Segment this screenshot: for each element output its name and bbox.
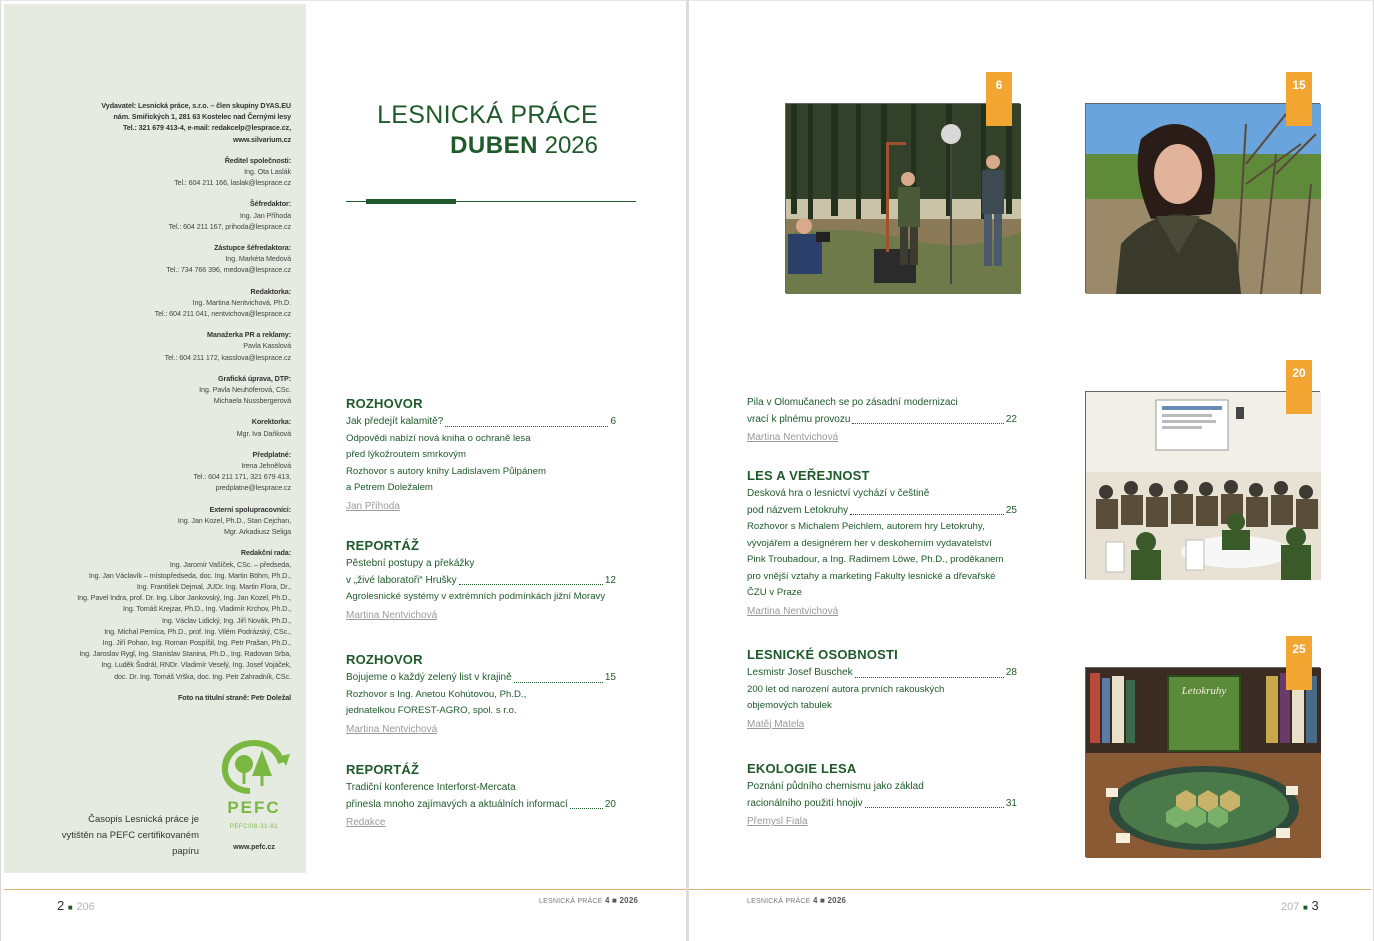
pefc-logo bbox=[214, 736, 294, 856]
bullet-icon: ■ bbox=[820, 896, 826, 905]
credit-line: Tel.: 604 211 171, 321 679 413, bbox=[193, 472, 291, 482]
entry-author[interactable]: Přemysl Fiala bbox=[747, 816, 808, 827]
credit-block bbox=[21, 373, 291, 407]
issue-year: 2026 bbox=[619, 896, 639, 905]
toc-entry[interactable] bbox=[346, 670, 616, 687]
issue-label bbox=[346, 132, 598, 160]
credits-block bbox=[21, 100, 291, 703]
toc-entry[interactable] bbox=[346, 780, 616, 813]
entry-page-number: 25 bbox=[1005, 504, 1017, 516]
entry-description: Pink Troubadour, a Ing. Radimem Löwe, Ph.D., proděkanem bbox=[747, 554, 1004, 565]
credit-line: Ing. Václav Lidický, Ing. Jiří Novák, Ph.D., bbox=[161, 615, 291, 625]
issue-year: 2026 bbox=[827, 896, 847, 905]
entry-author[interactable]: Martina Nentvichová bbox=[747, 605, 839, 617]
entry-title-line bbox=[346, 797, 616, 814]
credit-line: Mgr. Arkadiusz Seliga bbox=[223, 527, 291, 537]
toc-section bbox=[747, 647, 1017, 733]
credit-line: Ing. Jiří Pohan, Ing. Roman Pospíšil, Ing. Petr Prašan, Ph.D., bbox=[102, 637, 291, 647]
editorial-sidebar bbox=[4, 4, 306, 873]
page-number-alt: 206 bbox=[76, 901, 95, 913]
dot-leader bbox=[852, 423, 1003, 424]
issue-number: 4 bbox=[604, 896, 610, 905]
credit-line: doc. Dr. Ing. Tomáš Vrška, doc. Ing. Petr Zahradník, CSc. bbox=[114, 671, 291, 681]
credit-line: Irena Jehnělová bbox=[241, 461, 291, 471]
right-page bbox=[689, 0, 1374, 941]
entry-description: jednatelkou FOREST-AGRO, spol. s r.o. bbox=[346, 705, 517, 716]
credit-line: Tel.: 604 211 167, prihoda@lesprace.cz bbox=[168, 221, 291, 231]
credit-role: Redakční rada: bbox=[240, 548, 291, 558]
entry-author[interactable]: Martina Nentvichová bbox=[346, 609, 438, 621]
credit-line: Tel.: 604 211 172, kasslova@lesprace.cz bbox=[164, 352, 291, 362]
photo-portrait bbox=[1085, 78, 1320, 293]
credit-line: www.silvarium.cz bbox=[232, 134, 291, 144]
footer-rule bbox=[4, 889, 687, 890]
entry-page-number: 12 bbox=[604, 574, 616, 586]
toc-section bbox=[346, 538, 616, 624]
section-heading: LESNICKÉ OSOBNOSTI bbox=[747, 647, 898, 662]
toc-entry[interactable] bbox=[747, 395, 1017, 428]
entry-title-line bbox=[747, 412, 1017, 429]
credit-block bbox=[21, 286, 291, 320]
credit-block bbox=[21, 504, 291, 538]
credit-role: Ředitel společnosti: bbox=[224, 155, 291, 165]
toc-entry[interactable] bbox=[346, 556, 616, 589]
entry-title-line bbox=[747, 665, 1017, 682]
entry-author[interactable]: Martina Nentvichová bbox=[346, 723, 438, 735]
entry-title-line bbox=[346, 573, 616, 590]
credit-line: Vydavatel: Lesnická práce, s.r.o. – člen skupiny DYAS.EU bbox=[101, 101, 291, 110]
bullet-icon: ■ bbox=[612, 896, 618, 905]
entry-description: Rozhovor s autory knihy Ladislavem Půlpánem bbox=[346, 465, 546, 477]
section-heading: ROZHOVOR bbox=[346, 652, 423, 667]
toc-entry[interactable] bbox=[747, 486, 1017, 519]
magazine-title: LESNICKÁ PRÁCE bbox=[377, 101, 598, 129]
game-box-title: Letokruhy bbox=[1181, 685, 1227, 697]
pefc-trees-icon bbox=[214, 736, 294, 798]
credit-line: nám. Smiřických 1, 281 63 Kostelec nad Černými lesy bbox=[113, 112, 291, 122]
toc-section bbox=[747, 468, 1017, 620]
entry-description: ČZU v Praze bbox=[747, 587, 802, 598]
entry-author[interactable]: Jan Příhoda bbox=[346, 500, 400, 512]
credit-line: Mgr. Iva Daňková bbox=[236, 428, 291, 438]
page-badge: 20 bbox=[1286, 360, 1312, 414]
dot-leader bbox=[865, 807, 1004, 808]
page-number-right bbox=[1281, 898, 1319, 913]
credit-role: Zástupce šéfredaktora: bbox=[214, 243, 291, 253]
footer-rule bbox=[689, 889, 1371, 890]
entry-author[interactable]: Martina Nentvichová bbox=[747, 432, 839, 443]
running-title: LESNICKÁ PRÁCE bbox=[747, 898, 811, 905]
credit-line: Ing. Martina Nentvichová, Ph.D. bbox=[192, 297, 291, 307]
entry-page-number: 22 bbox=[1005, 413, 1017, 425]
toc-entry[interactable] bbox=[346, 414, 616, 431]
section-heading: REPORTÁŽ bbox=[346, 762, 420, 777]
section-heading: EKOLOGIE LESA bbox=[747, 761, 857, 776]
masthead-rule-accent bbox=[366, 199, 456, 204]
credit-block bbox=[21, 547, 291, 681]
credit-line: Ing. Jaroslav Rygl, Ing. Stanislav Stanina, Ph.D., Ing. Radovan Srba, bbox=[79, 649, 291, 659]
entry-page-number: 20 bbox=[604, 798, 616, 810]
entry-title: pod názvem Letokruhy bbox=[747, 504, 849, 516]
dot-leader bbox=[570, 808, 603, 809]
page-badge: 15 bbox=[1286, 72, 1312, 126]
masthead bbox=[346, 101, 598, 160]
toc-entry[interactable] bbox=[747, 665, 1017, 682]
entry-page-number: 28 bbox=[1005, 667, 1017, 678]
toc-section bbox=[747, 761, 1017, 830]
section-heading: ROZHOVOR bbox=[346, 396, 423, 411]
dot-leader bbox=[850, 514, 1004, 515]
issue-year: 2026 bbox=[544, 132, 598, 159]
publisher-info bbox=[21, 100, 291, 145]
entry-title: racionálního použití hnojiv bbox=[747, 797, 863, 809]
pefc-note-line: Časopis Lesnická práce je bbox=[88, 814, 199, 825]
entry-title-line bbox=[747, 796, 1017, 813]
credit-list bbox=[21, 155, 291, 682]
credit-line: Ing. František Dejmal, JUDr. Ing. Martin Flora, Dr., bbox=[136, 581, 291, 591]
credit-line: Ing. Ota Laslák bbox=[244, 167, 291, 177]
credit-line: Ing. Tomáš Krejzar, Ph.D., Ing. Vladimír Krchov, Ph.D., bbox=[123, 604, 291, 614]
credit-block bbox=[21, 155, 291, 189]
entry-title: Lesmistr Josef Buschek bbox=[747, 667, 853, 678]
credit-role: Manažerka PR a reklamy: bbox=[207, 330, 291, 340]
entry-page-number: 31 bbox=[1005, 797, 1017, 809]
entry-title: Bojujeme o každý zelený list v krajině bbox=[346, 672, 512, 683]
credit-block bbox=[21, 449, 291, 494]
credit-block bbox=[21, 198, 291, 232]
pefc-note-line: papíru bbox=[172, 846, 199, 857]
credit-line: Ing. Luděk Šodrál, RNDr. Vladimír Veselý, Ing. Josef Vojáček, bbox=[101, 660, 291, 670]
entry-title: přinesla mnoho zajímavých a aktuálních informací bbox=[346, 798, 568, 810]
pefc-note bbox=[44, 812, 199, 860]
toc-section bbox=[346, 396, 616, 515]
entry-title: vrací k plnému provozu bbox=[747, 413, 851, 425]
entry-description: Odpovědi nabízí nová kniha o ochraně lesa bbox=[346, 432, 531, 444]
credit-block bbox=[21, 329, 291, 363]
entry-title-line: Pila v Olomučanech se po zásadní modernizaci bbox=[747, 397, 958, 408]
entry-title-line: Tradiční konference Interforst-Mercata bbox=[346, 782, 516, 793]
credit-line: Ing. Pavel Indra, prof. Dr. Ing. Libor Jankovský, Ing. Jan Kozel, Ph.D., bbox=[77, 593, 291, 603]
entry-page-number: 15 bbox=[604, 672, 616, 683]
credit-line: Ing. Michal Perníca, Ph.D., prof. Ing. Vilém Podrázský, CSc., bbox=[104, 626, 291, 636]
pefc-url: www.pefc.cz bbox=[233, 844, 275, 851]
entry-description: vývojářem a designérem her v deskoherním vydavatelství bbox=[747, 537, 992, 549]
dot-leader bbox=[459, 584, 603, 585]
credit-block bbox=[21, 416, 291, 438]
running-footer-right bbox=[747, 896, 846, 905]
entry-title-line: Poznání půdního chemismu jako základ bbox=[747, 781, 924, 792]
entry-description: Rozhovor s Ing. Anetou Kohútovou, Ph.D., bbox=[346, 688, 527, 700]
bullet-icon: ■ bbox=[1302, 903, 1308, 912]
bullet-icon: ■ bbox=[67, 903, 73, 912]
section-heading: REPORTÁŽ bbox=[346, 538, 420, 553]
photo-board-game bbox=[1085, 642, 1320, 857]
running-title: LESNICKÁ PRÁCE bbox=[539, 898, 603, 905]
page-number-left bbox=[57, 898, 95, 913]
page-number: 3 bbox=[1311, 898, 1319, 913]
entry-title-line: Pěstební postupy a překážky bbox=[346, 558, 475, 569]
entry-author[interactable]: Redakce bbox=[346, 817, 386, 828]
credit-line: Tel.: 604 211 041, nentvichova@lesprace.cz bbox=[154, 309, 291, 319]
credit-line: Tel.: 734 766 396, medova@lesprace.cz bbox=[166, 265, 291, 275]
credit-line: predplatne@lesprace.cz bbox=[215, 483, 291, 493]
entry-description: pro vnější vztahy a marketing Fakulty lesnické a dřevařské bbox=[747, 570, 996, 582]
credit-role: Korektorka: bbox=[251, 417, 291, 427]
credit-line: Tel.: 604 211 166, laslak@lesprace.cz bbox=[174, 178, 291, 188]
toc-section bbox=[346, 652, 616, 738]
entry-description: 200 let od narození autora prvních rakouských bbox=[747, 683, 945, 695]
credit-block bbox=[21, 242, 291, 276]
page-badge: 6 bbox=[986, 72, 1012, 126]
credit-line: Michaela Nussbergerová bbox=[213, 396, 291, 406]
entry-title: v „živé laboratoři“ Hrušky bbox=[346, 574, 457, 586]
pefc-note-line: vytištěn na PEFC certifikovaném bbox=[61, 830, 199, 841]
credit-line: Ing. Jaromír Vašíček, CSc. – předseda, bbox=[169, 559, 291, 569]
entry-description: objemových tabulek bbox=[747, 700, 832, 711]
entry-title-line bbox=[346, 670, 616, 687]
credit-role: Grafická úprava, DTP: bbox=[218, 373, 291, 383]
credit-line: Tel.: 321 679 413-4, e-mail: redakcelp@lesprace.cz, bbox=[123, 123, 291, 133]
credit-line: Ing. Jan Příhoda bbox=[239, 210, 291, 220]
issue-number: 4 bbox=[812, 896, 818, 905]
pefc-code: PEFC/08-31-81 bbox=[229, 824, 279, 830]
credit-role: Šéfredaktor: bbox=[249, 199, 291, 209]
page-number: 2 bbox=[57, 898, 65, 913]
issue-month: DUBEN bbox=[450, 132, 538, 159]
photo-credit: Foto na titulní straně: Petr Doležal bbox=[177, 692, 291, 702]
toc-section bbox=[747, 395, 1017, 446]
entry-title-line: Desková hra o lesnictví vychází v češtině bbox=[747, 488, 930, 499]
photo-field-demo bbox=[785, 78, 1020, 293]
credit-line: Ing. Jan Václavík – místopředseda, doc. Ing. Martin Böhm, Ph.D., bbox=[88, 570, 291, 580]
dot-leader bbox=[855, 677, 1004, 678]
credit-line: Pavla Kasslová bbox=[243, 341, 291, 351]
credit-line: Ing. Jan Kozel, Ph.D., Stan Cejchan, bbox=[177, 515, 291, 525]
entry-description: před lýkožroutem smrkovým bbox=[346, 449, 466, 460]
credit-line: Ing. Markéta Medová bbox=[225, 254, 291, 264]
dot-leader bbox=[445, 426, 608, 427]
entry-description: a Petrem Doležalem bbox=[346, 482, 433, 493]
entry-title-line bbox=[346, 414, 616, 431]
entry-description: Rozhovor s Michalem Peichlem, autorem hry Letokruhy, bbox=[747, 521, 985, 532]
entry-page-number: 6 bbox=[610, 416, 616, 427]
entry-author[interactable]: Matěj Matela bbox=[747, 718, 805, 730]
photo-conference bbox=[1085, 366, 1320, 579]
entry-description: Agrolesnické systémy v extrémních podmínkách jižní Moravy bbox=[346, 591, 606, 602]
pefc-wordmark: PEFC bbox=[227, 798, 281, 817]
credit-role: Externí spolupracovníci: bbox=[209, 504, 291, 514]
entry-title: Jak předejít kalamitě? bbox=[346, 416, 444, 427]
section-heading: LES A VEŘEJNOST bbox=[747, 468, 870, 483]
dot-leader bbox=[514, 682, 603, 683]
running-footer-left bbox=[539, 896, 638, 905]
page-badge: 25 bbox=[1286, 636, 1312, 690]
toc-entry[interactable] bbox=[747, 779, 1017, 812]
entry-title-line bbox=[747, 503, 1017, 520]
credit-line: Ing. Pavla Neuhöferová, CSc. bbox=[199, 385, 291, 395]
credit-role: Předplatné: bbox=[252, 449, 291, 459]
toc-section bbox=[346, 762, 616, 831]
page-number-alt: 207 bbox=[1281, 901, 1300, 913]
credit-role: Redaktorka: bbox=[250, 286, 291, 296]
